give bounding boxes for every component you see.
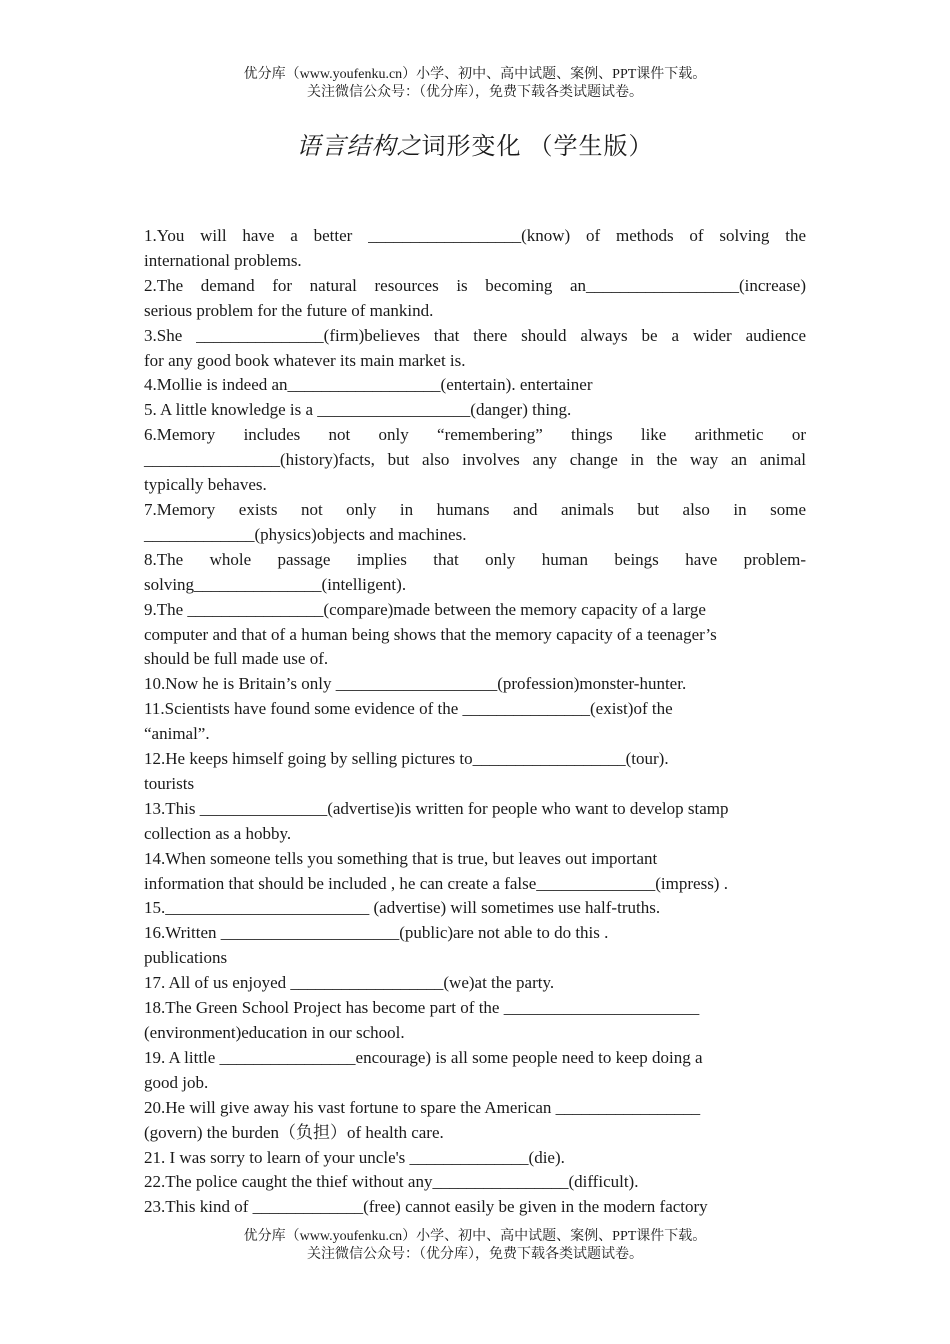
question-line: 3.She _______________(firm)believes that there should always be a wider audience (144, 325, 806, 345)
question-line: 7.Memory exists not only in humans and animals but also in some (144, 499, 806, 519)
question-item (144, 324, 806, 374)
question-item (144, 697, 806, 747)
question-line: 12.He keeps himself going by selling pictures to__________________(tour). (144, 749, 669, 769)
page-footer (0, 1228, 950, 1264)
question-line: 9.The ________________(compare)made between the memory capacity of a large (144, 599, 706, 619)
question-item (144, 672, 806, 697)
question-line: 14.When someone tells you something that is true, but leaves out important (144, 848, 658, 868)
question-line: 5. A little knowledge is a __________________(danger) thing. (144, 400, 572, 420)
question-item (144, 1195, 806, 1220)
question-line: 11.Scientists have found some evidence of the _______________(exist)of the (144, 699, 673, 719)
question-line: 18.The Green School Project has become part of the _______________________ (144, 998, 700, 1018)
question-line: 8.The whole passage implies that only human beings have problem- (144, 549, 806, 569)
page-header (0, 66, 950, 102)
question-line: publications (144, 948, 228, 968)
question-line: 21. I was sorry to learn of your uncle's ______________(die). (144, 1147, 565, 1167)
question-item (144, 896, 806, 921)
question-item (144, 274, 806, 324)
question-line: 10.Now he is Britain’s only ___________________(profession)monster-hunter. (144, 674, 687, 694)
footer-line-2: 关注微信公众号：（优分库），免费下载各类试题试卷。 (307, 1247, 643, 1262)
question-line: 17. All of us enjoyed __________________(we)at the party. (144, 973, 555, 993)
question-line: 19. A little ________________encourage) is all some people need to keep doing a (144, 1047, 703, 1067)
question-line: international problems. (144, 250, 302, 270)
question-list (144, 224, 806, 1220)
question-line: typically behaves. (144, 475, 267, 495)
question-line: good job. (144, 1072, 209, 1092)
question-item (144, 996, 806, 1046)
question-item (144, 224, 806, 274)
title-italic-part: 语言结构之 (296, 134, 422, 160)
question-line: solving_______________(intelligent). (144, 574, 407, 594)
question-line: serious problem for the future of mankind. (144, 300, 434, 320)
header-line-2: 关注微信公众号：（优分库），免费下载各类试题试卷。 (307, 85, 643, 100)
title-regular-part: 词形变化 （学生版） (421, 134, 654, 160)
footer-line-1: 优分库（www.youfenku.cn）小学、初中、高中试题、案例、PPT课件下载。 (243, 1229, 707, 1244)
question-item (144, 971, 806, 996)
question-line: 13.This _______________(advertise)is written for people who want to develop stamp (144, 798, 729, 818)
question-item (144, 498, 806, 548)
question-item (144, 921, 806, 971)
question-item (144, 398, 806, 423)
question-item (144, 423, 806, 498)
question-item (144, 797, 806, 847)
question-line: computer and that of a human being shows that the memory capacity of a teenager’s (144, 624, 717, 644)
question-line: 4.Mollie is indeed an__________________(entertain). entertainer (144, 375, 593, 395)
question-line: ________________(history)facts, but also involves any change in the way an animal (144, 450, 806, 470)
question-line: 22.The police caught the thief without any________________(difficult). (144, 1172, 639, 1192)
question-line: for any good book whatever its main market is. (144, 350, 466, 370)
question-item (144, 747, 806, 797)
question-line: 15.________________________ (advertise) will sometimes use half-truths. (144, 898, 661, 918)
question-item (144, 373, 806, 398)
question-item (144, 1146, 806, 1171)
question-line: 23.This kind of _____________(free) cannot easily be given in the modern factory (144, 1197, 708, 1217)
question-line: (environment)education in our school. (144, 1023, 405, 1042)
question-item (144, 847, 806, 897)
question-line: _____________(physics)objects and machines. (144, 524, 467, 544)
question-item (144, 598, 806, 673)
question-line: 20.He will give away his vast fortune to spare the American _________________ (144, 1097, 701, 1117)
question-item (144, 548, 806, 598)
question-line: “animal”. (144, 724, 210, 744)
question-item (144, 1046, 806, 1096)
question-line: collection as a hobby. (144, 823, 292, 843)
question-line: information that should be included , he can create a false______________(impress) . (144, 873, 728, 893)
question-line: (govern) the burden（负担）of health care. (144, 1122, 444, 1142)
question-item (144, 1096, 806, 1146)
question-line: 2.The demand for natural resources is becoming an__________________(increase) (144, 275, 806, 295)
question-line: 1.You will have a better __________________(know) of methods of solving the (144, 226, 806, 245)
question-line: should be full made use of. (144, 649, 329, 669)
header-line-1: 优分库（www.youfenku.cn）小学、初中、高中试题、案例、PPT课件下载。 (243, 67, 707, 82)
question-item (144, 1170, 806, 1195)
question-line: 6.Memory includes not only “remembering” things like arithmetic or (144, 425, 806, 445)
page-title (0, 130, 950, 164)
question-line: 16.Written _____________________(public)are not able to do this . (144, 923, 609, 943)
question-line: tourists (144, 773, 195, 793)
